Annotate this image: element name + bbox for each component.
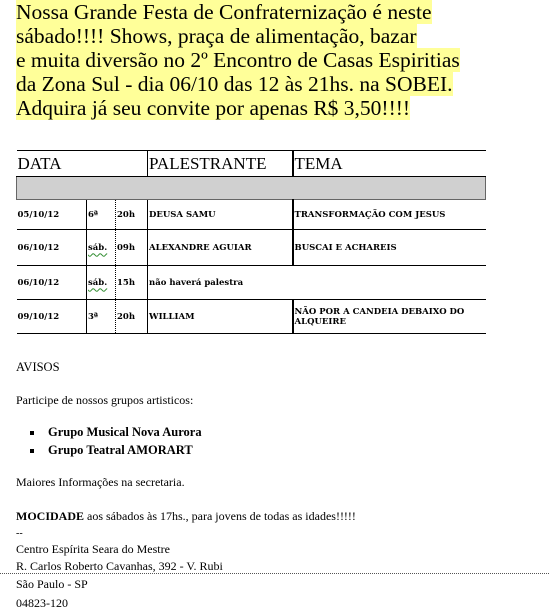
youth-notice [16, 509, 356, 523]
cell-date: 05/10/12 [17, 200, 87, 230]
cell-date: 06/10/12 [17, 266, 87, 300]
signature-city: São Paulo - SP [16, 577, 88, 591]
gray-band-row [17, 177, 486, 200]
headline-line-2: sábado!!!! Shows, praça de alimentação, bazar [16, 24, 417, 48]
announcement-headline [16, 0, 512, 120]
cell-time: 20h [116, 300, 148, 334]
groups-intro: Participe de nossos grupos artisticos: [16, 393, 194, 407]
cell-time: 15h [116, 266, 148, 300]
cell-speaker: ALEXANDRE AGUIAR [148, 230, 293, 266]
headline-line-5: Adquira já seu convite por apenas R$ 3,50!!!! [16, 96, 411, 120]
cell-speaker: WILLIAM [148, 300, 293, 334]
bullet-icon [30, 449, 34, 453]
group-item: Grupo Musical Nova Aurora [30, 425, 202, 440]
header-palestrante: PALESTRANTE [148, 151, 293, 177]
more-info-text: Maiores Informações na secretaria. [16, 475, 185, 489]
youth-text: aos sábados às 17hs., para jovens de todas as idades!!!!! [84, 509, 356, 523]
cell-day: 3ª [87, 300, 116, 334]
cell-day: 6ª [87, 200, 116, 230]
cell-date: 06/10/12 [17, 230, 87, 266]
signature-dash: -- [16, 528, 23, 539]
cell-theme: NÃO POR A CANDEIA DEBAIXO DO ALQUEIRE [293, 300, 486, 334]
dotted-divider [0, 573, 549, 574]
headline-line-1: Nossa Grande Festa de Confraternização é neste [16, 0, 432, 24]
group-item: Grupo Teatral AMORART [30, 443, 193, 458]
cell-theme: BUSCAI E ACHAREIS [293, 230, 486, 266]
table-row [17, 300, 486, 334]
signature-zip: 04823-120 [16, 596, 68, 610]
table-row [17, 230, 486, 266]
cell-day: sáb. [87, 266, 116, 300]
header-data: DATA [17, 151, 148, 177]
signature-street: R. Carlos Roberto Cavanhas, 392 - V. Rubi [16, 559, 223, 573]
signature-name: Centro Espírita Seara do Mestre [16, 542, 170, 556]
lecture-schedule-table [16, 150, 486, 334]
cell-time: 20h [116, 200, 148, 230]
cell-theme: TRANSFORMAÇÃO COM JESUS [293, 200, 486, 230]
youth-label: MOCIDADE [16, 509, 84, 523]
table-row [17, 266, 486, 300]
table-header-row [17, 151, 486, 177]
cell-date: 09/10/12 [17, 300, 87, 334]
headline-line-3: e muita diversão no 2º Encontro de Casas Espiritias [16, 48, 460, 72]
notices-title: AVISOS [16, 360, 60, 374]
cell-day: sáb. [87, 230, 116, 266]
cell-speaker: não haverá palestra [148, 266, 486, 300]
bullet-icon [30, 431, 34, 435]
table-row [17, 200, 486, 230]
cell-time: 09h [116, 230, 148, 266]
cell-speaker: DEUSA SAMU [148, 200, 293, 230]
headline-line-4: da Zona Sul - dia 06/10 das 12 às 21hs. na SOBEI. [16, 72, 453, 96]
header-tema: TEMA [293, 151, 486, 177]
